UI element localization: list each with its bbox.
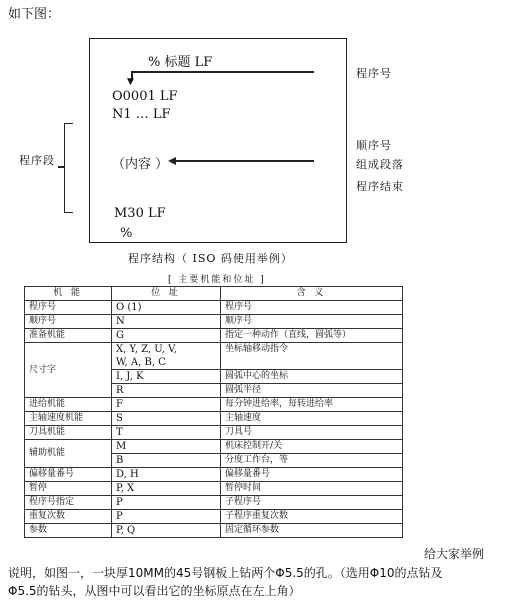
diagram-caption: 程序结构（ ISO 码使用举例） bbox=[128, 252, 293, 265]
footer-line-1: 说明，如图一，一块厚10MM的45号钢板上钻两个Φ5.5的孔。（选用Φ10的点钻及 bbox=[8, 566, 443, 580]
arrow-left-icon bbox=[168, 157, 176, 165]
label-program-segment: 程序段 bbox=[19, 154, 55, 167]
line-content: （内容 ） bbox=[112, 157, 169, 172]
table-row bbox=[25, 496, 403, 510]
cell-address: P bbox=[112, 496, 221, 510]
cell-address: F bbox=[112, 398, 221, 412]
cell-function: 主轴速度机能 bbox=[25, 412, 112, 426]
cell-meaning: 暂停时间 bbox=[221, 482, 403, 496]
cell-address: R bbox=[112, 384, 221, 398]
table-row bbox=[25, 482, 403, 496]
label-block-composition: 组成段落 bbox=[356, 158, 404, 171]
header-line: % 标题 LF bbox=[148, 55, 213, 70]
cell-function: 顺序号 bbox=[25, 315, 112, 329]
cell-meaning: 分度工作台，等 bbox=[221, 454, 403, 468]
cell-address-line: W, A, B, C bbox=[116, 357, 166, 368]
line-n: N1 … LF bbox=[112, 107, 171, 122]
cell-address: P, X bbox=[112, 482, 221, 496]
cell-function: 偏移量番号 bbox=[25, 468, 112, 482]
cell-meaning: 机床控制开/关 bbox=[221, 440, 403, 454]
cell-function: 程序号指定 bbox=[25, 496, 112, 510]
cell-meaning: 主轴速度 bbox=[221, 412, 403, 426]
table-title: [ 主要机能和位址 ] bbox=[168, 275, 266, 285]
line-end: % bbox=[120, 226, 133, 241]
cell-meaning: 圆弧半径 bbox=[221, 384, 403, 398]
cell-address bbox=[112, 343, 221, 370]
cell-address: M bbox=[112, 440, 221, 454]
cell-address: S bbox=[112, 412, 221, 426]
table-row bbox=[25, 412, 403, 426]
header-function: 机 能 bbox=[25, 287, 112, 301]
label-sequence-number: 顺序号 bbox=[356, 139, 392, 152]
cell-address: B bbox=[112, 454, 221, 468]
table-header-row bbox=[25, 287, 403, 301]
cell-address: I, J, K bbox=[112, 370, 221, 384]
table-row bbox=[25, 440, 403, 454]
cell-address: D, H bbox=[112, 468, 221, 482]
cell-function: 重复次数 bbox=[25, 510, 112, 524]
table-row bbox=[25, 301, 403, 315]
line-m30: M30 LF bbox=[114, 206, 166, 221]
cell-meaning: 子程序号 bbox=[221, 496, 403, 510]
cell-address: N bbox=[112, 315, 221, 329]
functions-table bbox=[24, 286, 403, 538]
header-address: 位 址 bbox=[112, 287, 221, 301]
cell-meaning: 坐标轴移动指令 bbox=[221, 343, 403, 370]
cell-meaning: 圆弧中心的坐标 bbox=[221, 370, 403, 384]
cell-address: G bbox=[112, 329, 221, 343]
line-o: O0001 LF bbox=[112, 89, 178, 104]
cell-function: 程序号 bbox=[25, 301, 112, 315]
cell-function: 刀具机能 bbox=[25, 426, 112, 440]
arrow-down-icon: ▼ bbox=[127, 77, 134, 87]
cell-meaning: 程序号 bbox=[221, 301, 403, 315]
cell-function: 尺寸字 bbox=[25, 343, 112, 398]
cell-meaning: 刀具号 bbox=[221, 426, 403, 440]
segment-bracket-tick bbox=[58, 166, 64, 168]
sequence-number-arrow bbox=[176, 160, 314, 162]
header-meaning: 含 义 bbox=[221, 287, 403, 301]
program-number-arrow bbox=[132, 71, 314, 73]
table-row bbox=[25, 510, 403, 524]
cell-meaning: 偏移量番号 bbox=[221, 468, 403, 482]
table-row bbox=[25, 398, 403, 412]
cell-meaning: 顺序号 bbox=[221, 315, 403, 329]
cell-meaning: 每分钟进给率，每转进给率 bbox=[221, 398, 403, 412]
cell-address: O (1) bbox=[112, 301, 221, 315]
table-row bbox=[25, 426, 403, 440]
cell-address: P, Q bbox=[112, 524, 221, 538]
footer-line-2: Φ5.5的钻头，从图中可以看出它的坐标原点在左上角） bbox=[8, 584, 301, 598]
side-note: 给大家举例 bbox=[424, 547, 485, 561]
cell-address: T bbox=[112, 426, 221, 440]
cell-meaning: 指定一种动作（直线，圆弧等） bbox=[221, 329, 403, 343]
cell-meaning: 固定循环参数 bbox=[221, 524, 403, 538]
table-row bbox=[25, 329, 403, 343]
cell-function: 参数 bbox=[25, 524, 112, 538]
table-row bbox=[25, 315, 403, 329]
cell-address-line: X, Y, Z, U, V, bbox=[116, 344, 177, 355]
intro-text: 如下图： bbox=[8, 7, 61, 22]
cell-address: P bbox=[112, 510, 221, 524]
cell-function: 暂停 bbox=[25, 482, 112, 496]
table-row bbox=[25, 524, 403, 538]
cell-function: 辅助机能 bbox=[25, 440, 112, 468]
cell-function: 进给机能 bbox=[25, 398, 112, 412]
cell-function: 准备机能 bbox=[25, 329, 112, 343]
segment-bracket bbox=[64, 123, 73, 213]
label-program-end: 程序结束 bbox=[356, 180, 404, 193]
cell-meaning: 子程序重复次数 bbox=[221, 510, 403, 524]
label-program-number: 程序号 bbox=[356, 67, 392, 80]
table-row bbox=[25, 468, 403, 482]
table-row bbox=[25, 343, 403, 370]
